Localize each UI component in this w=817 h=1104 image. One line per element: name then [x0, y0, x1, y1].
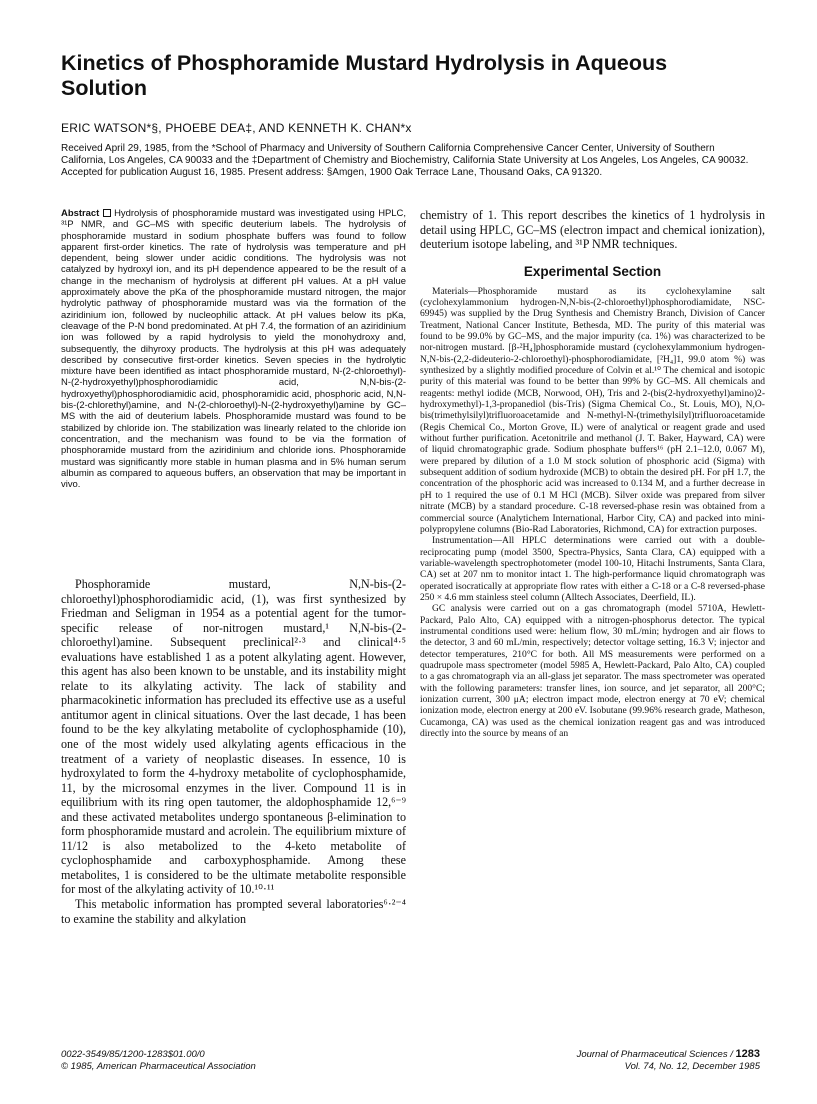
intro-continuation: chemistry of 1. This report describes the kinetics of 1 hydrolysis in detail using HPLC, GC–MS (electron impact and chemical ionization), deuterium isotope labeling, and ³¹P NMR techniques. — [420, 208, 765, 252]
materials-paragraph: Materials—Phosphoramide mustard as its cyclohexylamine salt (cyclohexylammonium hydrogen-N,N-bis-(2-chloroethyl)phosphorodiamidate, NSC-69945) was supplied by the Drug Synthesis and Chemistry Branch, Division of Cancer Treatment, National Cancer Institute, Bethesda, MD. The purity of this material was found to be 99.0% by GC–MS, and the major impurity (ca. 1%) was characterized to be nor-nitrogen mustard. [β-²H₄]phosphoramide mustard (cyclohexylammonium hydrogen-N,N-bis-(2,2-dideuterio-2-chloroethyl)-phosphorodiamidate, [²H₄]1, 99.0 atom %) was synthesized by a slightly modified procedure of Colvin et al.¹⁰ The chemical and isotopic purity of this material was found to be better than 99% by GC–MS. All chemicals and reagents: methyl iodide (MCB, Norwood, OH), Tris and 2-(bis(2-hydroxyethyl)amino)2-hydroxymethyl)-1,3-propanediol (bis-Tris) (Sigma Chemical Co., St. Louis, MO), N,O-bis(trimethylsilyl)trifluoroacetamide and N-methyl-N-(trimethylsilyl)trifluoroacetamide (Regis Chemical Co., Morton Grove, IL) were of analytical or reagent grade and used without further purification. Acetonitrile and methanol (J. T. Baker, Hayward, CA) were of liquid chromatographic grade. Sodium phosphate buffers¹⁶ (pH 2.1–12.0, 0.067 M), were prepared by dilution of a 1.0 M stock solution of phosphoric acid (Sigma) with subsequent addition of sodium hydroxide (MCB) to obtain the desired pH. For pH 1.7, the concentration of the phosphoric acid was increased to 0.134 M, and a further decrease in pH to 1 required the use of 0.1 M HCl (MCB). Silver oxide was prepared from silver nitrate (MCB) by a standard procedure. C-18 reversed-phase resin was obtained from a commercial source (Analytichem International, Harbor City, CA) and packed into mini-polypropylene columns (Bio-Rad Laboratories, Richmond, CA) for extraction purposes. — [420, 285, 765, 535]
instrumentation-paragraph: Instrumentation—All HPLC determinations were carried out with a double-reciprocating pump (model 3500, Spectra-Physics, Santa Clara, CA) equipped with a variable-wavelength spectrophotometer (model 100-10, Hitachi Instruments, Santa Clara, CA) set at 207 nm to monitor intact 1. The high-performance liquid chromatograph was operated isocratically at appropriate flow rates with either a C-18 or a C-8 reversed-phase 250 × 4.6 mm stainless steel column (Alltech Associates, Deerfield, IL). — [420, 535, 765, 603]
received-text: Received April 29, 1985, from the *School of Pharmacy and University of Southern California Comprehensive Cancer Center, University of Southern California, Los Angeles, CA 90033 and the ‡Department of Chemistry and Biochemistry, California State University at Los Angeles, Los Angeles, CA 90032. Accepted for publication August 16, 1985. Present address: §Amgen, 1900 Oak Terrace Lane, Thousand Oaks, CA 91320. — [61, 143, 749, 178]
introduction-text — [61, 577, 406, 926]
author-line: ERIC WATSON*§, PHOEBE DEA‡, AND KENNETH K. CHAN*x — [61, 121, 412, 135]
journal-name: Journal of Pharmaceutical Sciences / — [576, 1049, 736, 1060]
intro-paragraph: Phosphoramide mustard, N,N-bis-(2-chloroethyl)phosphorodiamidic acid, (1), was first synthesized by Friedman and Seligman in 1954 as a potential agent for the tumor-specific release of nor-nitrogen mustard,¹ N,N-bis-(2-chloroethyl)amine. Subsequent preclinical²·³ and clinical⁴·⁵ evaluations have established 1 as a potent alkylating agent. However, this agent has also been known to be unstable, and its instability might relate to its alkylating activity. The lack of stability and pharmacokinetic information has precluded its effective use as a useful antitumor agent in clinical situations. Over the last decade, 1 has been found to be the key alkylating metabolite of cyclophosphamide (10), one of the most widely used alkylating agents efficacious in the treatment of a variety of neoplastic diseases. In essence, 10 is hydroxylated to form the 4-hydroxy metabolite of cyclophosphamide, 11, by the microsomal enzymes in the liver. Compound 11 is in equilibrium with its ring open tautomer, the aldophosphamide 12,⁶⁻⁹ and these activated metabolites undergo spontaneous β-elimination to form phosphoramide mustard and acrolein. The equilibrium mixture of 11/12 is also metabolized to the 4-keto metabolite of cyclophosphamide and carboxyphosphamide. Among these metabolites, 1 is considered to be the ultimate metabolite responsible for most of the alkylating activity of 10.¹⁰·¹¹ — [61, 577, 406, 897]
footer-copyright — [61, 1049, 361, 1072]
experimental-text — [420, 286, 765, 740]
gc-analysis-paragraph: GC analysis were carried out on a gas chromatograph (model 5710A, Hewlett-Packard, Palo Alto, CA) equipped with a nitrogen-phosphorus detector. The typical instrumental conditions used were: helium flow, 30 mL/min; hydrogen and air flows to the detector, 3 and 60 mL/min, respectively; detector voltage setting, 16.3 V; injector and detector temperatures, 210°C for both. All MS measurements were performed on a quadrupole mass spectrometer (model 5985 A, Hewlett-Packard, Palo Alto, CA) coupled to a gas chromatograph via an all-glass jet separator. The mass spectrometer was operated with the following parameters: transfer lines, ion source, and jet separator, all 200°C; ionization current, 300 μA; electron impact mode, electron energy at 70 eV; chemical ionization mode, electron energy at 200 eV. Isobutane (99.96% research grade, Matheson, Cucamonga, CA) was used as the chemical ionization reagent gas and was introduced directly into the source by means of an — [420, 603, 765, 740]
footer-journal — [545, 1049, 760, 1072]
footer-code: 0022-3549/85/1200-1283$01.00/0 — [61, 1049, 205, 1060]
left-column — [61, 208, 406, 490]
checkbox-glyph-icon — [103, 209, 111, 217]
intro-paragraph: This metabolic information has prompted several laboratories⁶·²⁻⁴ to examine the stability and alkylation — [61, 897, 406, 926]
received-affiliation-note — [61, 143, 761, 178]
page-number: 1283 — [735, 1048, 760, 1060]
right-column — [420, 208, 765, 739]
abstract-text: Hydrolysis of phosphoramide mustard was investigated using HPLC, ³¹P NMR, and GC–MS with specific deuterium labels. The hydrolysis of phosphoramide mustard in sodium phosphate buffers was found to follow apparent first-order kinetics. The rate of hydrolysis was temperature and pH dependent, being slower under acidic conditions. The hydrolysis was not catalyzed by hydroxyl ion, and its pH dependence appeared to be the result of a change in the mechanism of hydrolysis at different pH values. At a pH value approximately above the pKa of the phosphoramide mustard nitrogen, the major hydrolytic pathway of phosphoramide mustard was via the formation of the aziridinium ion, followed by nucleophilic attack. At pH values below its pKa, cleavage of the P-N bond predominated. At pH 7.4, the formation of an aziridinium ion was followed by a rapid hydrolysis to yield the monohydroxy and, subsequently, the dihyroxy products. The hydrolysis at this pH was adequately described by consecutive first-order kinetics. Seven species in the hydrolytic mixture have been identified as intact phosphoramide mustard, N-(2-chloroethyl)-N-(2-hydroxyethyl)phosphorodiamidic acid, N,N-bis-(2-hydroxyethyl)phosphorodiamidic acid, phosphoramidic acid, phosphoric acid, N,N-bis-(2-chlorethyl)amine, and N-(2-chloroethyl)-N-(2-hydroxyethyl)amine by GC–MS with the aid of deuterium labels. Phosphoramide mustard was found to be stabilized by chloride ion. The stabilization was linearly related to the chloride ion concentration, and the mechanism was found to be via the formation of phosphoramide mustard from the aziridinium and chloride ions. Phosphoramide mustard was significantly more stable in human plasma and in 5% human serum albumin as compared to aqueous buffers, an observation that may be important in vivo. — [61, 208, 406, 491]
footer-copyright-line: © 1985, American Pharmaceutical Association — [61, 1060, 256, 1072]
volume-info: Vol. 74, No. 12, December 1985 — [624, 1060, 760, 1072]
section-heading: Experimental Section — [523, 263, 662, 279]
article-title: Kinetics of Phosphoramide Mustard Hydrolysis in Aqueous Solution — [61, 51, 668, 100]
abstract-block — [61, 208, 406, 490]
abstract-label: Abstract — [61, 208, 100, 219]
